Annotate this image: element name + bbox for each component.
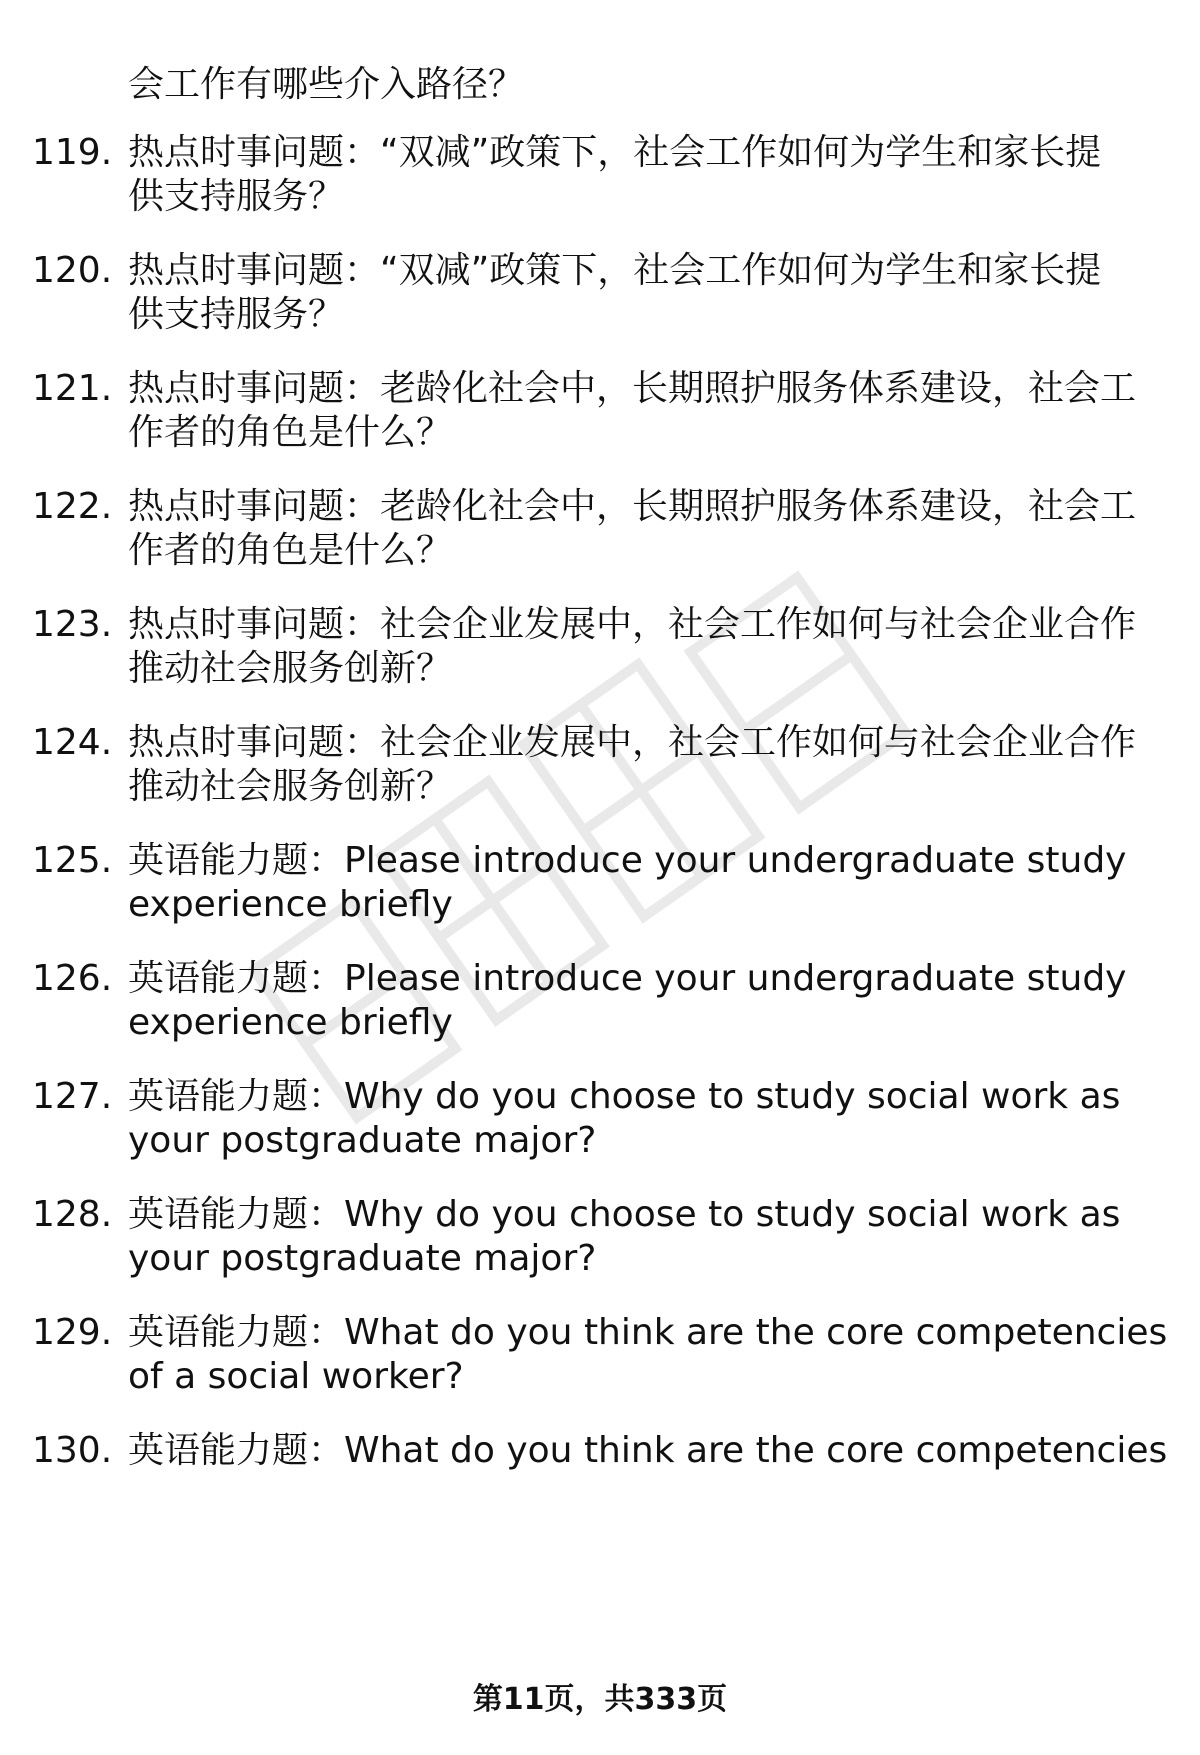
list-item-text: 供支持服务？: [128, 176, 345, 217]
list-item-number: 120.: [32, 250, 113, 291]
list-item-text: 热点时事问题：老龄化社会中，长期照护服务体系建设，社会工: [128, 486, 1137, 527]
list-item-number: 122.: [32, 486, 113, 527]
list-item-text: 英语能力题：What do you think are the core competencies: [128, 1430, 1168, 1471]
list-item-text: 英语能力题：Why do you choose to study social work as: [128, 1194, 1121, 1235]
list-item-text: 会工作有哪些介入路径？: [128, 64, 525, 105]
list-item-text: 作者的角色是什么？: [128, 530, 453, 571]
list-item-text: 热点时事问题：老龄化社会中，长期照护服务体系建设，社会工: [128, 368, 1137, 409]
list-item-text: 作者的角色是什么？: [128, 412, 453, 453]
list-item-number: 119.: [32, 132, 113, 173]
list-item-text: of a social worker?: [128, 1356, 464, 1397]
page-number: 第11页，共333页: [472, 1682, 728, 1717]
list-item-number: 128.: [32, 1194, 113, 1235]
list-item-text: 热点时事问题：社会企业发展中，社会工作如何与社会企业合作: [128, 722, 1137, 763]
list-item-text: 英语能力题：Please introduce your undergraduate study: [128, 840, 1127, 881]
list-item-text: 供支持服务？: [128, 294, 345, 335]
list-item-number: 129.: [32, 1312, 113, 1353]
list-item-text: 英语能力题：Please introduce your undergraduate study: [128, 958, 1127, 999]
list-item-number: 130.: [32, 1430, 113, 1471]
list-item-text: 热点时事问题：“双减”政策下，社会工作如何为学生和家长提: [128, 250, 1102, 291]
list-item-text: experience briefly: [128, 1002, 453, 1043]
list-item-text: your postgraduate major?: [128, 1120, 597, 1161]
list-item-number: 127.: [32, 1076, 113, 1117]
list-item-text: 推动社会服务创新？: [128, 766, 453, 807]
list-item-text: 推动社会服务创新？: [128, 648, 453, 689]
list-item-number: 125.: [32, 840, 113, 881]
list-item-number: 121.: [32, 368, 113, 409]
list-item-text: your postgraduate major?: [128, 1238, 597, 1279]
list-item-text: 热点时事问题：社会企业发展中，社会工作如何与社会企业合作: [128, 604, 1137, 645]
list-item-text: 英语能力题：Why do you choose to study social work as: [128, 1076, 1121, 1117]
list-item-number: 126.: [32, 958, 113, 999]
list-item-text: 热点时事问题：“双减”政策下，社会工作如何为学生和家长提: [128, 132, 1102, 173]
list-item-number: 124.: [32, 722, 113, 763]
list-item-text: experience briefly: [128, 884, 453, 925]
list-item-number: 123.: [32, 604, 113, 645]
list-item-text: 英语能力题：What do you think are the core competencies: [128, 1312, 1168, 1353]
